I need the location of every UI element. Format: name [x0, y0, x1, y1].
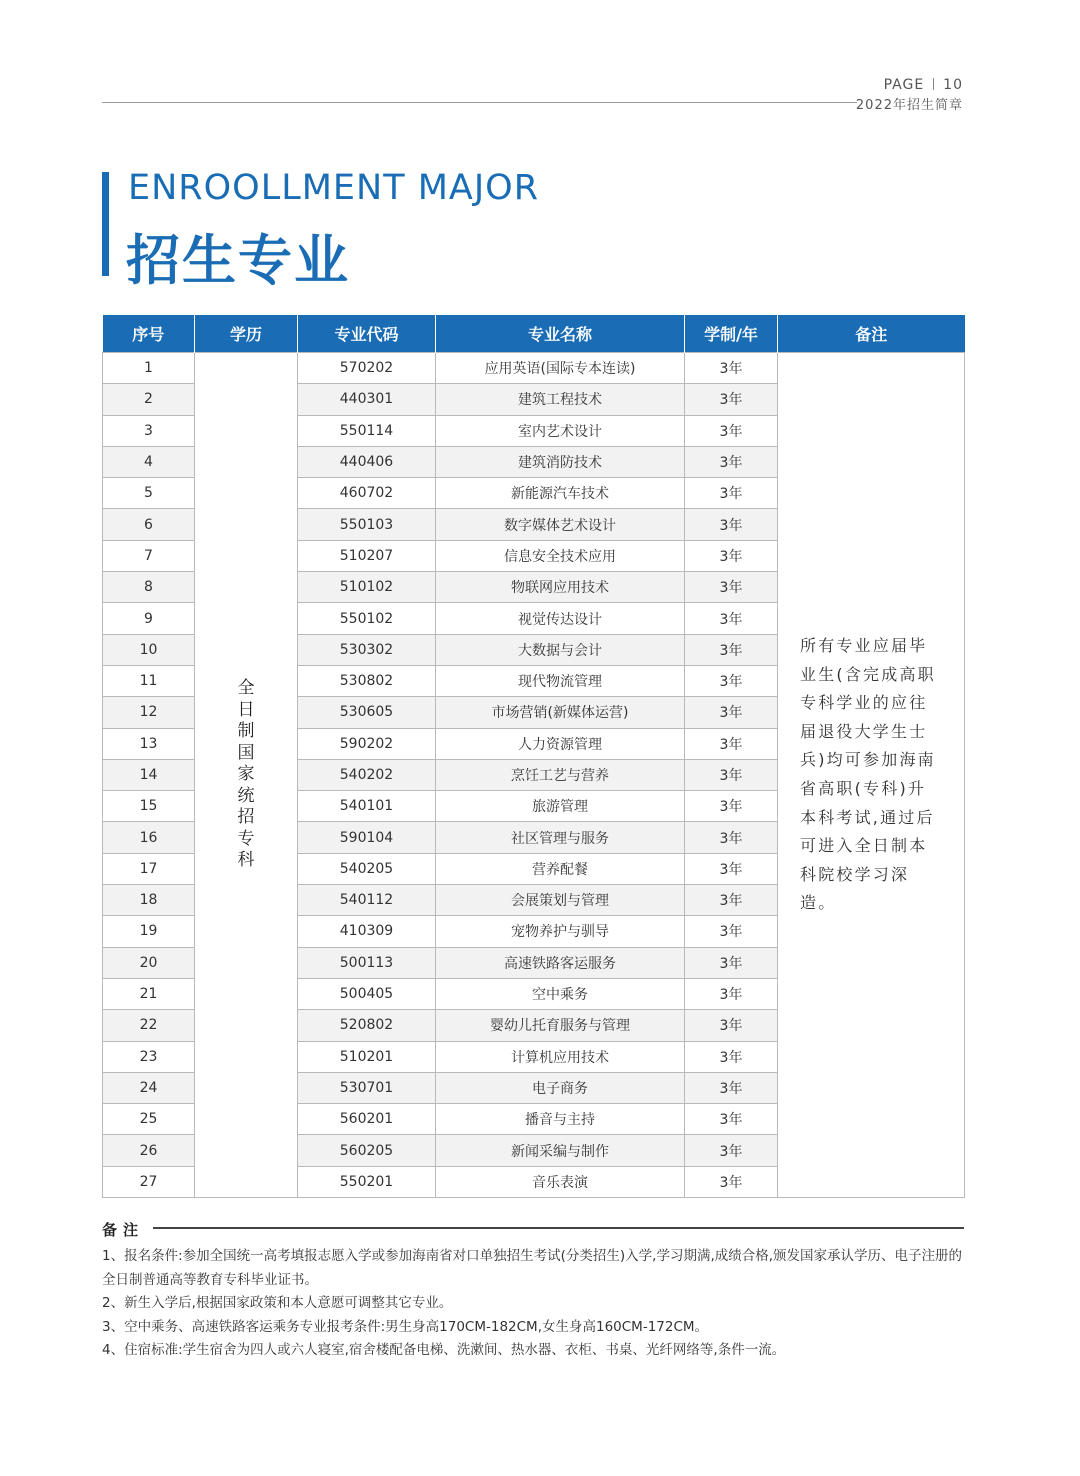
remarks-divider [153, 1227, 964, 1229]
major-code: 590202 [298, 728, 436, 759]
study-years: 3年 [685, 1104, 778, 1135]
study-years: 3年 [685, 759, 778, 790]
major-code: 540112 [298, 885, 436, 916]
row-number: 2 [103, 384, 195, 415]
row-number: 1 [103, 353, 195, 384]
major-name: 大数据与会计 [436, 634, 685, 665]
row-number: 8 [103, 572, 195, 603]
table-header-row [103, 315, 965, 353]
row-number: 9 [103, 603, 195, 634]
major-name: 数字媒体艺术设计 [436, 509, 685, 540]
major-name: 旅游管理 [436, 791, 685, 822]
study-years: 3年 [685, 572, 778, 603]
row-number: 10 [103, 634, 195, 665]
major-code: 530605 [298, 697, 436, 728]
major-code: 520802 [298, 1010, 436, 1041]
major-code: 560201 [298, 1104, 436, 1135]
row-number: 7 [103, 540, 195, 571]
column-header-years: 学制/年 [685, 315, 778, 353]
major-name: 新能源汽车技术 [436, 478, 685, 509]
row-number: 3 [103, 415, 195, 446]
study-years: 3年 [685, 478, 778, 509]
study-years: 3年 [685, 603, 778, 634]
major-code: 510201 [298, 1041, 436, 1072]
major-name: 会展策划与管理 [436, 885, 685, 916]
study-years: 3年 [685, 885, 778, 916]
row-number: 5 [103, 478, 195, 509]
major-code: 510102 [298, 572, 436, 603]
row-number: 15 [103, 791, 195, 822]
major-code: 540202 [298, 759, 436, 790]
major-code: 550103 [298, 509, 436, 540]
row-number: 20 [103, 947, 195, 978]
column-header-note: 备注 [778, 315, 965, 353]
study-years: 3年 [685, 728, 778, 759]
major-name: 建筑消防技术 [436, 446, 685, 477]
major-name: 电子商务 [436, 1072, 685, 1103]
major-code: 460702 [298, 478, 436, 509]
row-number: 24 [103, 1072, 195, 1103]
major-name: 信息安全技术应用 [436, 540, 685, 571]
brochure-subtitle: 2022年招生简章 [855, 98, 963, 113]
remark-item: 3、空中乘务、高速铁路客运乘务专业报考条件:男生身高170CM-182CM,女生身高160CM-172CM。 [102, 1318, 709, 1335]
major-code: 530802 [298, 665, 436, 696]
study-years: 3年 [685, 978, 778, 1009]
row-number: 14 [103, 759, 195, 790]
table-row [103, 353, 965, 384]
row-number: 27 [103, 1166, 195, 1197]
row-number: 19 [103, 916, 195, 947]
major-code: 540205 [298, 853, 436, 884]
major-code: 570202 [298, 353, 436, 384]
major-name: 宠物养护与驯导 [436, 916, 685, 947]
study-years: 3年 [685, 509, 778, 540]
study-years: 3年 [685, 697, 778, 728]
study-years: 3年 [685, 634, 778, 665]
section-title-english: ENROOLLMENT MAJOR [128, 168, 540, 208]
column-header-name: 专业名称 [436, 315, 685, 353]
education-cell [195, 353, 298, 1198]
major-code: 540101 [298, 791, 436, 822]
study-years: 3年 [685, 1010, 778, 1041]
row-number: 21 [103, 978, 195, 1009]
study-years: 3年 [685, 947, 778, 978]
study-years: 3年 [685, 540, 778, 571]
study-years: 3年 [685, 415, 778, 446]
table-body [103, 353, 965, 1198]
row-number: 12 [103, 697, 195, 728]
major-code: 410309 [298, 916, 436, 947]
column-header-no: 序号 [103, 315, 195, 353]
study-years: 3年 [685, 1135, 778, 1166]
major-name: 烹饪工艺与营养 [436, 759, 685, 790]
section-title-chinese: 招生专业 [126, 229, 350, 292]
remark-item: 1、报名条件:参加全国统一高考填报志愿入学或参加海南省对口单独招生考试(分类招生)入学,学习期满,成绩合格,颁发国家承认学历、电子注册的全日制普通高等教育专科毕业证书。 [102, 1248, 963, 1288]
major-name: 市场营销(新媒体运营) [436, 697, 685, 728]
remarks-title: 备注 [102, 1221, 145, 1239]
row-number: 23 [103, 1041, 195, 1072]
major-name: 室内艺术设计 [436, 415, 685, 446]
major-name: 建筑工程技术 [436, 384, 685, 415]
major-code: 550201 [298, 1166, 436, 1197]
major-name: 人力资源管理 [436, 728, 685, 759]
major-name: 高速铁路客运服务 [436, 947, 685, 978]
study-years: 3年 [685, 916, 778, 947]
row-number: 26 [103, 1135, 195, 1166]
column-header-code: 专业代码 [298, 315, 436, 353]
remark-item: 4、住宿标准:学生宿舍为四人或六人寝室,宿舍楼配备电梯、洗漱间、热水器、衣柜、书桌、光纤网络等,条件一流。 [102, 1342, 786, 1358]
row-number: 16 [103, 822, 195, 853]
remarks-list [102, 1245, 966, 1363]
education-label: 全日制国家统招专科 [237, 678, 255, 871]
study-years: 3年 [685, 446, 778, 477]
major-name: 婴幼儿托育服务与管理 [436, 1010, 685, 1041]
column-header-education: 学历 [195, 315, 298, 353]
major-code: 560205 [298, 1135, 436, 1166]
major-code: 530302 [298, 634, 436, 665]
major-name: 应用英语(国际专本连读) [436, 353, 685, 384]
major-code: 530701 [298, 1072, 436, 1103]
row-number: 22 [103, 1010, 195, 1041]
note-cell: 所有专业应届毕业生(含完成高职专科学业的应往届退役大学生士兵)均可参加海南省高职(专科)升本科考试,通过后可进入全日制本科院校学习深造。 [778, 353, 965, 1198]
row-number: 13 [103, 728, 195, 759]
row-number: 25 [103, 1104, 195, 1135]
row-number: 18 [103, 885, 195, 916]
major-code: 440301 [298, 384, 436, 415]
page-separator [933, 78, 934, 90]
page-number: 10 [943, 77, 963, 93]
study-years: 3年 [685, 1041, 778, 1072]
major-name: 物联网应用技术 [436, 572, 685, 603]
majors-table [102, 315, 965, 1198]
page-indicator [884, 77, 963, 93]
major-code: 550102 [298, 603, 436, 634]
major-name: 营养配餐 [436, 853, 685, 884]
major-name: 视觉传达设计 [436, 603, 685, 634]
major-name: 播音与主持 [436, 1104, 685, 1135]
study-years: 3年 [685, 791, 778, 822]
page-label: PAGE [883, 77, 925, 93]
remark-item: 2、新生入学后,根据国家政策和本人意愿可调整其它专业。 [102, 1295, 453, 1311]
major-name: 空中乘务 [436, 978, 685, 1009]
study-years: 3年 [685, 353, 778, 384]
major-name: 计算机应用技术 [436, 1041, 685, 1072]
major-name: 社区管理与服务 [436, 822, 685, 853]
row-number: 6 [103, 509, 195, 540]
major-name: 现代物流管理 [436, 665, 685, 696]
major-name: 音乐表演 [436, 1166, 685, 1197]
study-years: 3年 [685, 822, 778, 853]
major-name: 新闻采编与制作 [436, 1135, 685, 1166]
study-years: 3年 [685, 1072, 778, 1103]
header-divider [102, 102, 857, 103]
study-years: 3年 [685, 384, 778, 415]
major-code: 500405 [298, 978, 436, 1009]
study-years: 3年 [685, 1166, 778, 1197]
major-code: 500113 [298, 947, 436, 978]
major-code: 510207 [298, 540, 436, 571]
row-number: 17 [103, 853, 195, 884]
major-code: 440406 [298, 446, 436, 477]
major-code: 590104 [298, 822, 436, 853]
title-accent-bar [102, 172, 109, 276]
major-code: 550114 [298, 415, 436, 446]
study-years: 3年 [685, 853, 778, 884]
row-number: 11 [103, 665, 195, 696]
study-years: 3年 [685, 665, 778, 696]
row-number: 4 [103, 446, 195, 477]
